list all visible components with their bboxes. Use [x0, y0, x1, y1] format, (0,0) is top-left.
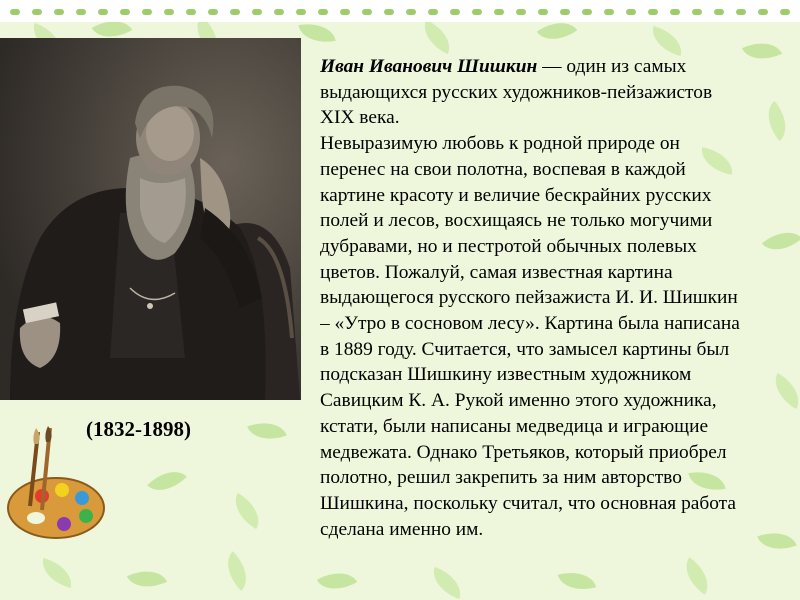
text-line: в 1889 году. Считается, что замысел картины был: [320, 338, 730, 360]
artist-name: Иван Иванович Шишкин: [320, 56, 538, 77]
top-border: [0, 0, 800, 22]
leaf-icon: [127, 562, 167, 596]
leaf-icon: [417, 20, 457, 54]
text-line: выдающегося русского пейзажиста И. И. Шишкин: [320, 287, 738, 309]
text-line: полей и лесов, восхищаясь не только могучими: [320, 210, 713, 232]
portrait-photo: [0, 38, 301, 400]
leaf-icon: [317, 563, 357, 599]
text-line: сделана именно им.: [320, 518, 484, 540]
text-line-rest: — один из самых: [537, 56, 687, 77]
biography-text: [320, 54, 798, 564]
leaf-icon: [227, 493, 267, 529]
life-years: (1832-1898): [86, 417, 191, 441]
text-line: цветов. Пожалуй, самая известная картина: [320, 261, 673, 283]
text-line: – «Утро в сосновом лесу». Картина была написана: [320, 313, 740, 335]
text-line: Савицким К. А. Рукой именно этого художника,: [320, 390, 717, 412]
text-line: выдающихся русских художников-пейзажистов: [320, 81, 713, 103]
text-line: полотно, решил закрепить за ним авторство: [320, 467, 682, 489]
leaf-icon: [558, 566, 597, 596]
text-line: дубравами, но и пестротой обычных полевых: [320, 235, 697, 257]
leaf-icon: [38, 558, 77, 588]
leaf-icon: [298, 19, 335, 47]
portrait-illustration: [0, 38, 301, 400]
leaf-icon: [217, 551, 257, 591]
text-line: кстати, были написаны медведица и играющие: [320, 415, 709, 437]
leaf-icon: [247, 415, 286, 447]
text-line: XIX века.: [320, 107, 400, 129]
text-line: медвежата. Однако Третьяков, который приобрел: [320, 441, 727, 463]
text-line: Шишкина, поскольку считал, что основная работа: [320, 492, 736, 514]
text-line: подсказан Шишкину известным художником: [320, 364, 692, 386]
text-line: Невыразимую любовь к родной природе он: [320, 133, 680, 155]
artist-palette-icon: [2, 426, 106, 546]
text-line: [320, 54, 798, 80]
leaf-icon: [147, 461, 187, 501]
dashed-border-icon: [0, 6, 800, 18]
leaf-icon: [648, 26, 687, 56]
text-line: перенес на свои полотна, воспевая в каждой: [320, 158, 686, 180]
text-line: картине красоту и величие бескрайних русских: [320, 184, 712, 206]
leaf-icon: [427, 567, 466, 599]
